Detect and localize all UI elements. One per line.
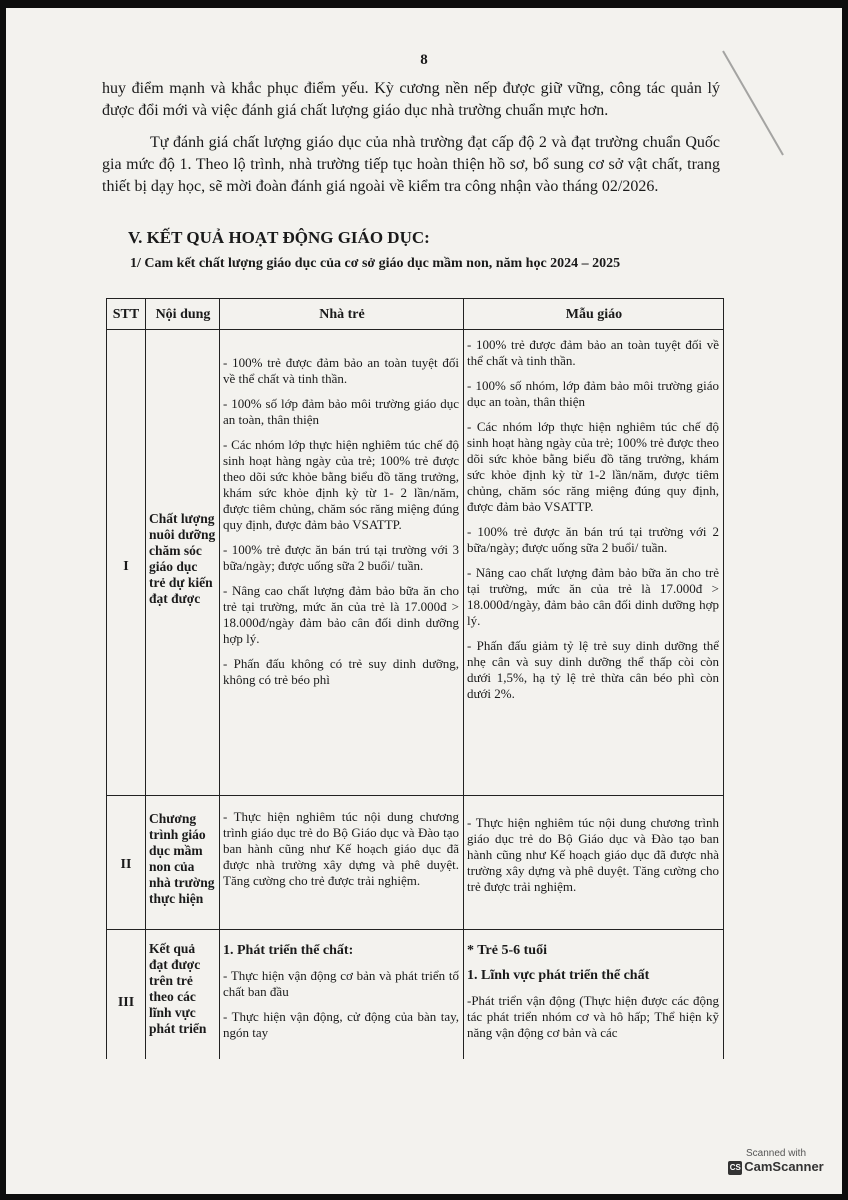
quality-commitment-table — [106, 298, 724, 1059]
row-divider — [107, 795, 723, 796]
row-divider — [107, 329, 723, 330]
list-item: - Phấn đấu giảm tỷ lệ trẻ suy dinh dưỡng thể nhẹ cân và suy dinh dưỡng thể thấp còi còn dưới 1,5%, hạ tỷ lệ trẻ thừa cân béo phì còn dưới 2%. — [467, 638, 719, 701]
subsection-heading: 1. Lĩnh vực phát triển thể chất — [467, 968, 650, 983]
list-item: - 100% trẻ được đảm bảo an toàn tuyệt đối về thể chất và tinh thần. — [467, 337, 719, 368]
row-3-nha-tre-content — [223, 943, 459, 1050]
list-item: - 100% trẻ được ăn bán trú tại trường với 3 bữa/ngày; được uống sữa 2 buổi/ tuần. — [223, 542, 459, 573]
row-2-mau-giao-content — [467, 815, 719, 904]
header-stt: STT — [112, 307, 140, 322]
list-item: - Thực hiện nghiêm túc nội dung chương trình giáo dục trẻ do Bộ Giáo dục và Đào tạo ban hành cũng như Kế hoạch giáo dục đã được nhà trường xây dựng và phê duyệt. Tăng cường cho trẻ được trải nghiệm. — [467, 815, 719, 894]
page-number: 8 — [420, 52, 428, 68]
list-item: - Thực hiện vận động cơ bản và phát triển tố chất ban đầu — [223, 968, 459, 999]
list-item: -Phát triển vận động (Thực hiện được các động tác phát triển nhóm cơ và hô hấp; Thể hiện kỹ năng vận động cơ bản và các — [467, 993, 719, 1040]
list-item: - Thực hiện nghiêm túc nội dung chương trình giáo dục trẻ do Bộ Giáo dục và Đào tạo ban hành cũng như Kế hoạch giáo dục đã được nhà trường xây dựng và phê duyệt. Tăng cường cho trẻ được trải nghiệm. — [223, 809, 459, 888]
column-divider — [463, 299, 464, 1059]
row-3-mau-giao-content — [467, 943, 719, 1050]
camscanner-logo-icon: CS — [728, 1161, 742, 1175]
list-item: - 100% trẻ được đảm bảo an toàn tuyệt đối về thể chất và tinh thần. — [223, 355, 459, 386]
scanned-with-label: Scanned with — [745, 1148, 807, 1159]
row-divider — [107, 929, 723, 930]
row-1-mau-giao-content — [467, 337, 719, 711]
list-item: - 100% trẻ được ăn bán trú tại trường với 2 bữa/ngày; được uống sữa 2 buổi/ tuần. — [467, 524, 719, 555]
page-curl-mark — [722, 21, 836, 156]
row-2-category: Chương trình giáo dục mầm non của nhà trường thực hiện — [149, 811, 215, 906]
column-divider — [219, 299, 220, 1059]
subsection-heading: 1. Phát triển thể chất: — [223, 943, 354, 958]
list-item: - 100% số nhóm, lớp đảm bảo môi trường giáo dục an toàn, thân thiện — [467, 378, 719, 409]
row-2-nha-tre-content — [223, 809, 459, 898]
header-nha-tre: Nhà trẻ — [319, 307, 365, 322]
camscanner-brand — [720, 1159, 832, 1175]
table-subheading: 1/ Cam kết chất lượng giáo dục của cơ sở giáo dục mầm non, năm học 2024 – 2025 — [130, 256, 621, 271]
column-divider — [145, 299, 146, 1059]
row-1-nha-tre-content — [223, 355, 459, 697]
list-item: - Nâng cao chất lượng đảm bảo bữa ăn cho trẻ tại trường, mức ăn của trẻ là 17.000đ > 18.000đ/ngày, đảm bảo cân đối dinh dưỡng hợp lý. — [467, 565, 719, 628]
paragraph-2: Tự đánh giá chất lượng giáo dục của nhà trường đạt cấp độ 2 và đạt trường chuẩn Quốc gia mức độ 1. Theo lộ trình, nhà trường tiếp tục hoàn thiện hồ sơ, bổ sung cơ sở vật chất, trang thiết bị dạy học, sẽ mời đoàn đánh giá ngoài về kiểm tra công nhận vào tháng 02/2026. — [102, 134, 720, 195]
list-item: - Thực hiện vận động, cử động của bàn tay, ngón tay — [223, 1009, 459, 1040]
header-mau-giao: Mẫu giáo — [565, 307, 623, 322]
row-2-stt: II — [120, 857, 132, 872]
camscanner-watermark — [720, 1148, 832, 1175]
list-item: - Các nhóm lớp thực hiện nghiêm túc chế độ sinh hoạt hàng ngày của trẻ; 100% trẻ được theo dõi sức khỏe bằng biểu đồ tăng trưởng, khám sức khỏe định kỳ từ 1- 2 lần/năm, được tiêm chủng, chăm sóc răng miệng đúng quy định, được đảm bảo VSATTP. — [223, 437, 459, 532]
paragraph-1: huy điểm mạnh và khắc phục điểm yếu. Kỳ cương nền nếp được giữ vững, công tác quản lý được đổi mới và việc đánh giá chất lượng giáo dục nhà trường chuẩn mực hơn. — [102, 80, 720, 119]
header-noi-dung: Nội dung — [155, 307, 211, 322]
camscanner-name: CamScanner — [744, 1159, 824, 1174]
age-group-label: * Trẻ 5-6 tuổi — [467, 943, 547, 958]
list-item: - Nâng cao chất lượng đảm bảo bữa ăn cho trẻ tại trường, mức ăn của trẻ là 17.000đ > 18.000đ/ngày đảm bảo cân đối dinh dưỡng hợp lý. — [223, 583, 459, 646]
row-1-category: Chất lượng nuôi dưỡng chăm sóc giáo dục trẻ dự kiến đạt được — [149, 511, 216, 606]
document-page — [6, 8, 842, 1194]
row-1-stt: I — [123, 559, 129, 574]
list-item: - Phấn đấu không có trẻ suy dinh dưỡng, không có trẻ béo phì — [223, 656, 459, 687]
section-heading: V. KẾT QUẢ HOẠT ĐỘNG GIÁO DỤC: — [128, 228, 430, 247]
row-3-stt: III — [117, 995, 135, 1010]
list-item: - Các nhóm lớp thực hiện nghiêm túc chế độ sinh hoạt hàng ngày của trẻ; 100% trẻ được theo dõi sức khỏe bằng biểu đồ tăng trưởng, khám sức khỏe định kỳ từ 1-2 lần/năm, được tiêm chủng, chăm sóc răng miệng đúng quy định, được đảm bảo VSATTP. — [467, 419, 719, 514]
row-3-category: Kết quả đạt được trên trẻ theo các lĩnh vực phát triển — [149, 941, 207, 1036]
list-item: - 100% số lớp đảm bảo môi trường giáo dục an toàn, thân thiện — [223, 396, 459, 427]
